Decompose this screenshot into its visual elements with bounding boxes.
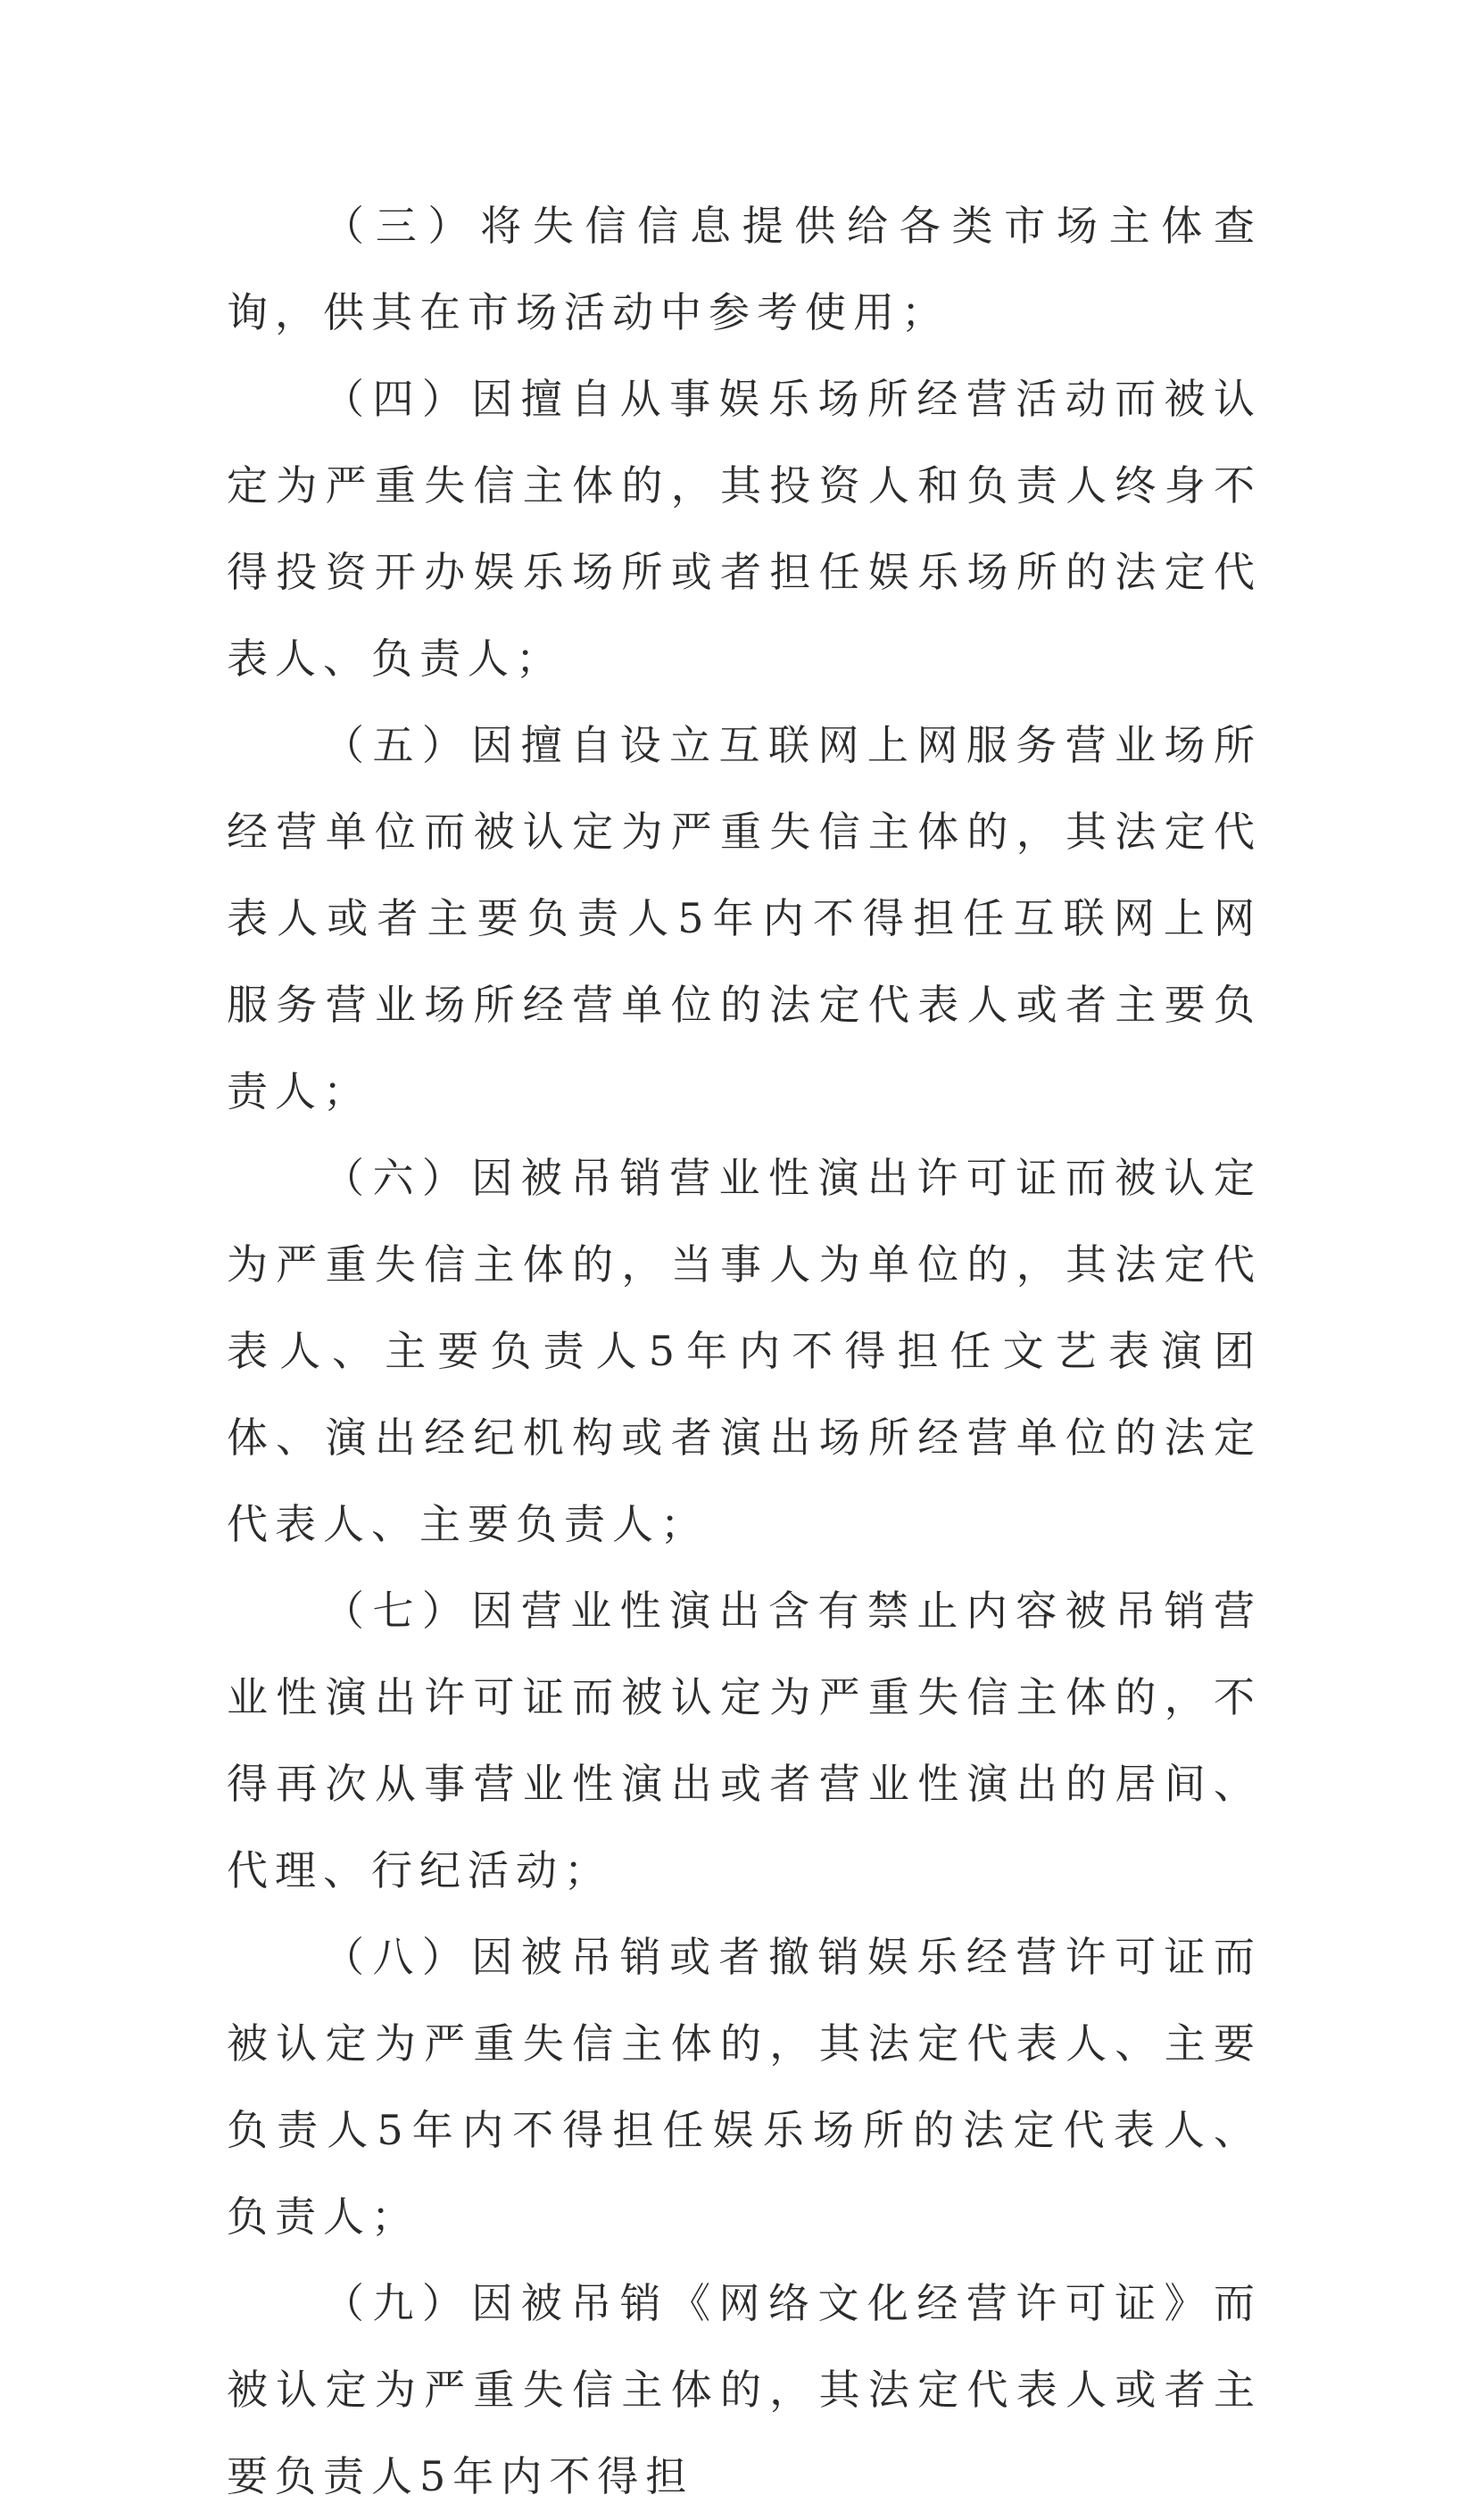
paragraph-8: （八）因被吊销或者撤销娱乐经营许可证而被认定为严重失信主体的，其法定代表人、主要负责人5年内不得担任娱乐场所的法定代表人、负责人； — [227, 1933, 1262, 2241]
paragraph-3: （三）将失信信息提供给各类市场主体查询，供其在市场活动中参考使用； — [227, 202, 1262, 336]
paragraph-7: （七）因营业性演出含有禁止内容被吊销营业性演出许可证而被认定为严重失信主体的，不得再次从事营业性演出或者营业性演出的居间、代理、行纪活动； — [227, 1587, 1262, 1894]
document-body — [227, 183, 1262, 2520]
paragraph-6: （六）因被吊销营业性演出许可证而被认定为严重失信主体的，当事人为单位的，其法定代表人、主要负责人5年内不得担任文艺表演团体、演出经纪机构或者演出场所经营单位的法定代表人、主要负责人； — [227, 1154, 1262, 1548]
paragraph-9: （九）因被吊销《网络文化经营许可证》而被认定为严重失信主体的，其法定代表人或者主要负责人5年内不得担 — [227, 2279, 1262, 2500]
paragraph-5: （五）因擅自设立互联网上网服务营业场所经营单位而被认定为严重失信主体的，其法定代表人或者主要负责人5年内不得担任互联网上网服务营业场所经营单位的法定代表人或者主要负责人； — [227, 721, 1262, 1115]
paragraph-4: （四）因擅自从事娱乐场所经营活动而被认定为严重失信主体的，其投资人和负责人终身不得投资开办娱乐场所或者担任娱乐场所的法定代表人、负责人； — [227, 375, 1262, 683]
